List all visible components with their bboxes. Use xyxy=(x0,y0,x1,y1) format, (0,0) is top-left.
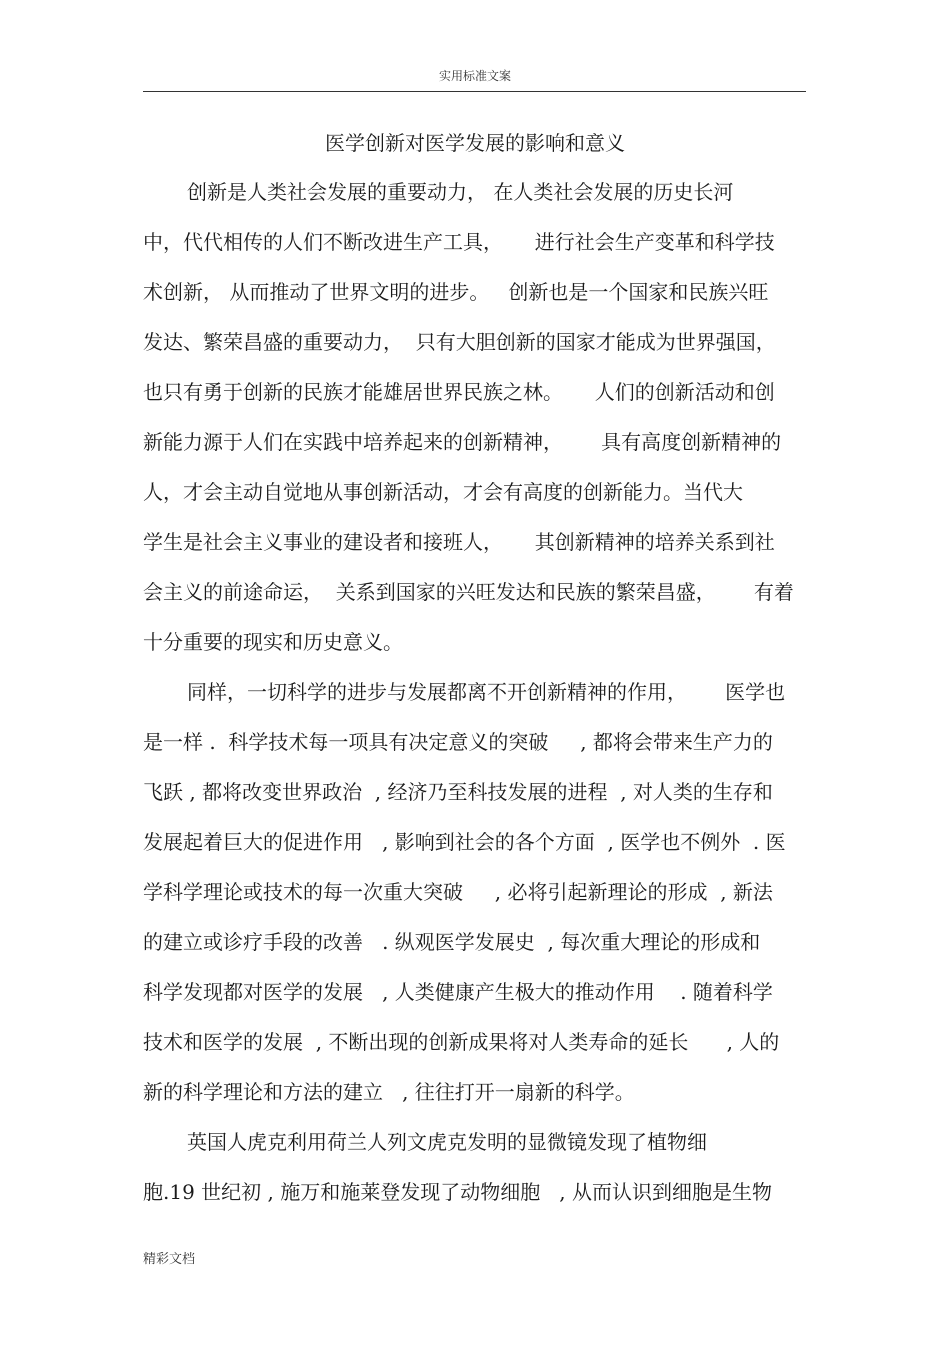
body-line: 发展起着巨大的促进作用 , 影响到社会的各个方面 , 医学也不例外 . 医 xyxy=(143,830,786,854)
body-line: 人，才会主动自觉地从事创新活动，才会有高度的创新能力。当代大 xyxy=(143,480,743,504)
document-title: 医学创新对医学发展的影响和意义 xyxy=(325,131,625,155)
body-line: 同样，一切科学的进步与发展都离不开创新精神的作用， 医学也 xyxy=(187,680,786,704)
body-line: 新的科学理论和方法的建立 , 往往打开一扇新的科学。 xyxy=(143,1080,635,1104)
body-line: 科学发现都对医学的发展 , 人类健康产生极大的推动作用 . 随着科学 xyxy=(143,980,773,1004)
header-text: 实用标准文案 xyxy=(438,69,511,83)
body-line: 飞跃 , 都将改变世界政治 , 经济乃至科技发展的进程 , 对人类的生存和 xyxy=(143,780,773,804)
body-line: 也只有勇于创新的民族才能雄居世界民族之林。 人们的创新活动和创 xyxy=(143,380,775,404)
header-rule xyxy=(143,91,806,92)
body-line: 技术和医学的发展 , 不断出现的创新成果将对人类寿命的延长 , 人的 xyxy=(143,1030,780,1054)
body-line: 术创新， 从而推动了世界文明的进步。 创新也是一个国家和民族兴旺 xyxy=(143,280,769,304)
body-line: 创新是人类社会发展的重要动力， 在人类社会发展的历史长河 xyxy=(187,180,734,204)
body-line: 十分重要的现实和历史意义。 xyxy=(143,630,403,654)
body-line: 会主义的前途命运， 关系到国家的兴旺发达和民族的繁荣昌盛， 有着 xyxy=(143,580,794,604)
body-line: 发达、繁荣昌盛的重要动力， 只有大胆创新的国家才能成为世界强国， xyxy=(143,330,776,354)
body-line: 是一样 . 科学技术每一项具有决定意义的突破 , 都将会带来生产力的 xyxy=(143,730,773,754)
body-line: 新能力源于人们在实践中培养起来的创新精神， 具有高度创新精神的 xyxy=(143,430,782,454)
body-line: 学科学理论或技术的每一次重大突破 , 必将引起新理论的形成 , 新法 xyxy=(143,880,773,904)
body-line: 胞.19 世纪初 , 施万和施莱登发现了动物细胞 , 从而认识到细胞是生物 xyxy=(143,1180,773,1204)
body-line: 英国人虎克利用荷兰人列文虎克发明的显微镜发现了植物细 xyxy=(187,1130,707,1154)
body-line: 的建立或诊疗手段的改善 . 纵观医学发展史 , 每次重大理论的形成和 xyxy=(143,930,761,954)
page-footer: 精彩文档 xyxy=(143,1252,196,1267)
body-line: 学生是社会主义事业的建设者和接班人， 其创新精神的培养关系到社 xyxy=(143,530,775,554)
body-line: 中，代代相传的人们不断改进生产工具， 进行社会生产变革和科学技 xyxy=(143,230,775,254)
